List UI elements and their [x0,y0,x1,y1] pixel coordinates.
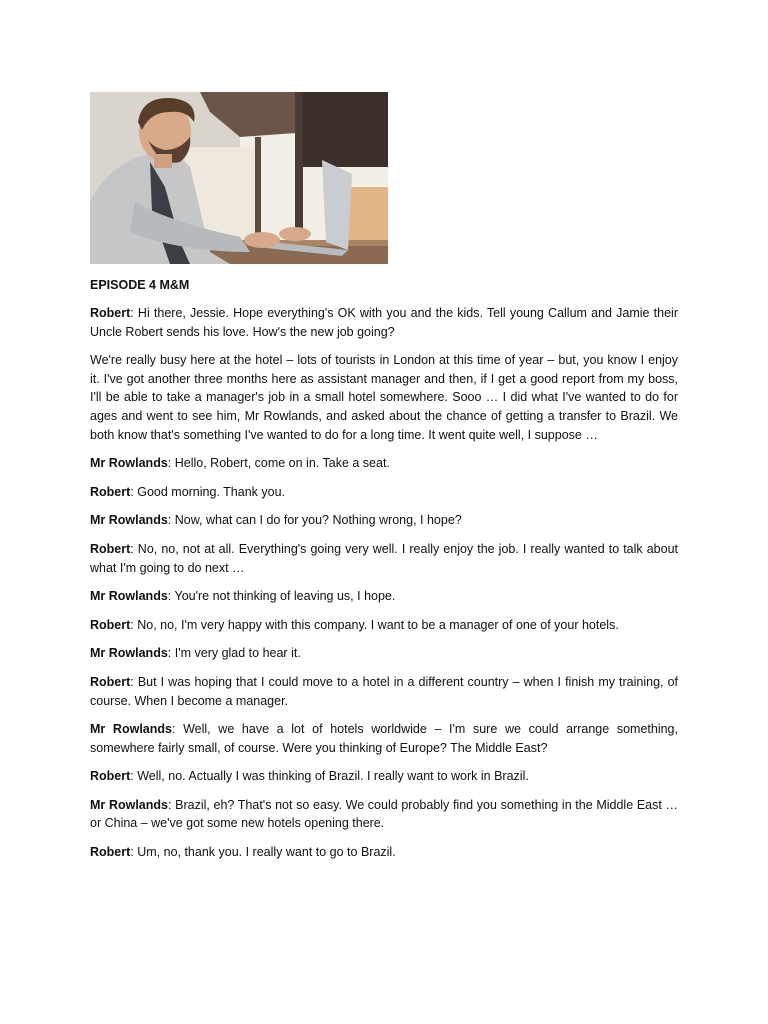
speaker-name: Robert [90,484,131,499]
speaker-name: Mr Rowlands [90,513,168,528]
dialogue-text: : Brazil, eh? That's not so easy. We could probably find you something in the Middle East … or China – we've got some new hotels opening there. [90,797,678,831]
dialogue-text: : Good morning. Thank you. [130,484,285,499]
speaker-name: Mr Rowlands [90,646,168,661]
speaker-name: Mr Rowlands [90,589,168,604]
dialogue-text: : You're not thinking of leaving us, I hope. [167,589,396,604]
dialogue-paragraph [90,454,678,473]
dialogue-text: : I'm very glad to hear it. [167,646,301,661]
dialogue-paragraph [90,673,678,710]
dialogue-paragraph [90,644,678,663]
dialogue-text: We're really busy here at the hotel – lots of tourists in London at this time of year – but, you know I enjoy it. I've got another three months here as assistant manager and then, if I get a good report from my boss, I'll be able to take a manager's job in a small hotel somewhere. Sooo … I did what I've wanted to do for ages and went to see him, Mr Rowlands, and asked about the chance of getting a transfer to Brazil. We both know that's something I've wanted to do for a long time. It went quite well, I suppose … [90,353,678,442]
dialogue-paragraph [90,540,678,577]
dialogue-text: : Hi there, Jessie. Hope everything's OK with you and the kids. Tell young Callum and Jamie their Uncle Robert sends his love. How's the new job going? [90,306,678,339]
dialogue-paragraph [90,720,678,757]
man-with-laptop-photo [90,92,388,264]
dialogue-section [90,304,678,862]
speaker-name: Robert [90,769,131,784]
speaker-name: Robert [90,674,131,689]
dialogue-paragraph [90,483,678,502]
speaker-name: Robert [90,845,131,860]
document-page [90,92,678,862]
episode-title: EPISODE 4 M&M [90,278,190,292]
dialogue-text: : But I was hoping that I could move to a hotel in a different country – when I finish my training, of course. When I become a manager. [90,674,678,708]
speaker-name: Mr Rowlands [90,456,168,471]
dialogue-paragraph [90,767,678,786]
dialogue-paragraph [90,796,678,833]
speaker-name: Robert [90,306,131,320]
dialogue-text: : Hello, Robert, come on in. Take a seat. [167,456,390,471]
speaker-name: Robert [90,541,131,556]
dialogue-text: : No, no, not at all. Everything's going very well. I really enjoy the job. I really wanted to talk about what I'm going to do next … [90,541,678,575]
dialogue-paragraph [90,587,678,606]
dialogue-paragraph [90,304,678,341]
dialogue-text: : No, no, I'm very happy with this company. I want to be a manager of one of your hotels. [130,617,619,632]
speaker-name: Mr Rowlands [90,722,172,737]
dialogue-paragraph [90,351,678,444]
dialogue-text: : Um, no, thank you. I really want to go to Brazil. [130,845,396,860]
dialogue-paragraph [90,511,678,530]
dialogue-text: : Now, what can I do for you? Nothing wrong, I hope? [167,513,462,528]
dialogue-text: : Well, no. Actually I was thinking of Brazil. I really want to work in Brazil. [130,769,529,784]
dialogue-text: : Well, we have a lot of hotels worldwide – I'm sure we could arrange something, somewhere fairly small, of course. Were you thinking of Europe? The Middle East? [90,722,678,755]
dialogue-paragraph [90,616,678,635]
speaker-name: Mr Rowlands [90,797,168,812]
dialogue-paragraph [90,843,678,862]
speaker-name: Robert [90,617,131,632]
